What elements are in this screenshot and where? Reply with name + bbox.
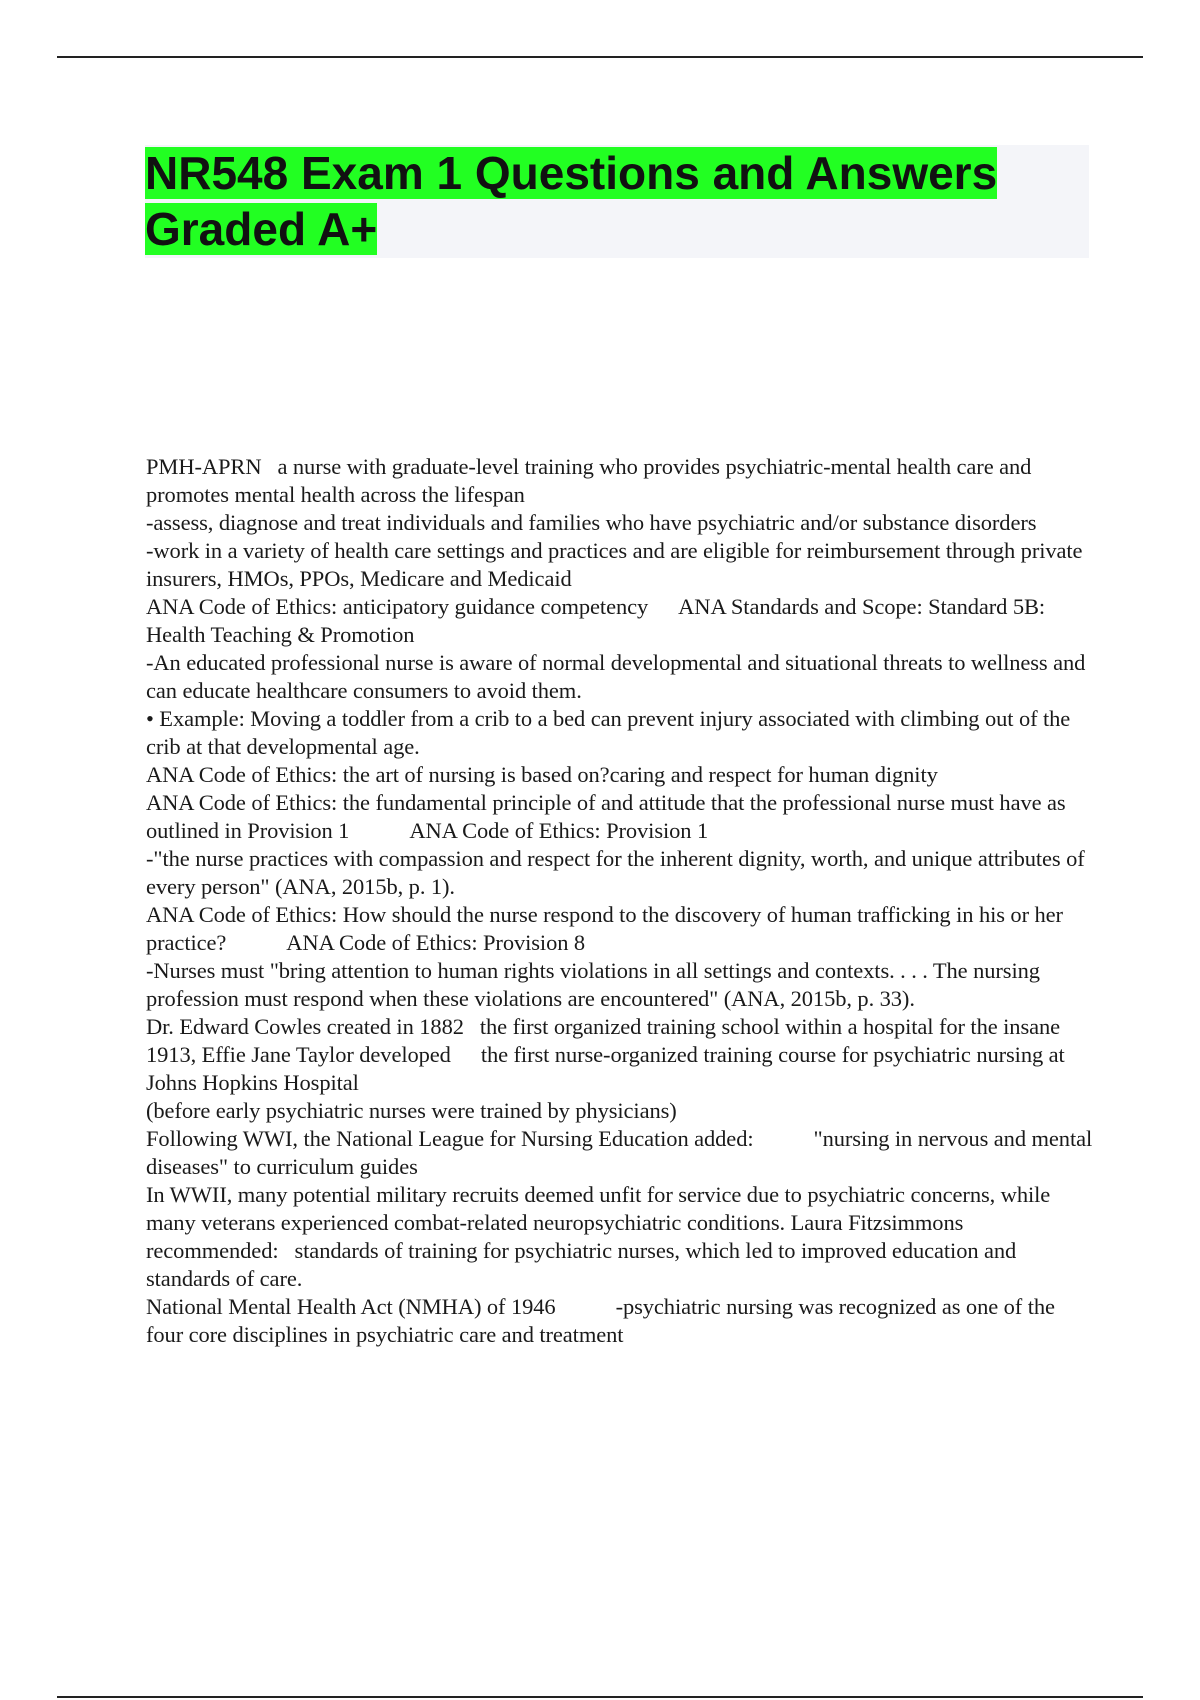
- entry-term: ANA Code of Ethics: How should the nurse respond to the discovery of human trafficking in his or her practice?: [146, 902, 1063, 955]
- entry-definition: ANA Code of Ethics: Provision 8: [286, 930, 586, 955]
- entry-line: -work in a variety of health care settings and practices and are eligible for reimbursement through private insurers, HMOs, PPOs, Medicare and Medicaid: [146, 538, 1083, 591]
- entry-line: -"the nurse practices with compassion and respect for the inherent dignity, worth, and unique attributes of every person" (ANA, 2015b, p. 1).: [146, 846, 1085, 899]
- entry-human-trafficking: [146, 901, 1096, 957]
- entry-provision-1: [146, 789, 1096, 845]
- entry-definition: -psychiatric nursing was recognized as one of the four core disciplines in psychiatric care and treatment: [146, 1294, 1055, 1347]
- entry-wwi: [146, 1125, 1096, 1181]
- entry-line: -Nurses must "bring attention to human rights violations in all settings and contexts. . . . The nursing profession must respond when these violations are encountered" (ANA, 2015b, p. 33).: [146, 958, 1040, 1011]
- entry-line: -assess, diagnose and treat individuals and families who have psychiatric and/or substance disorders: [146, 510, 1037, 535]
- entry-definition: ANA Standards and Scope: Standard 5B: Health Teaching & Promotion: [146, 594, 1046, 647]
- title-highlight: NR548 Exam 1 Questions and Answers Graded A+: [145, 147, 998, 255]
- entry-term: In WWII, many potential military recruits deemed unfit for service due to psychiatric concerns, while many veterans experienced combat-related neuropsychiatric conditions. Laura Fitzsimmons recommended:: [146, 1182, 1051, 1263]
- entry-wwii: [146, 1181, 1096, 1293]
- entry-definition: caring and respect for human dignity: [609, 762, 938, 787]
- document-body: [146, 453, 1096, 1349]
- entry-definition: the first nurse-organized training course for psychiatric nursing at Johns Hopkins Hospital: [146, 1042, 1065, 1095]
- document-title: [145, 145, 1089, 257]
- entry-term: PMH-APRN: [146, 454, 262, 479]
- entry-term: Following WWI, the National League for Nursing Education added:: [146, 1126, 754, 1151]
- entry-line: -An educated professional nurse is aware of normal developmental and situational threats to wellness and can educate healthcare consumers to avoid them.: [146, 650, 1086, 703]
- entry-effie-jane-taylor: [146, 1041, 1096, 1097]
- entry-term: ANA Code of Ethics: the art of nursing is based on?: [146, 762, 610, 787]
- entry-term: 1913, Effie Jane Taylor developed: [146, 1042, 451, 1067]
- entry-definition: a nurse with graduate-level training who provides psychiatric-mental health care and promotes mental health across the lifespan: [146, 454, 1032, 507]
- entry-pmh-aprn: [146, 453, 1096, 509]
- entry-line: • Example: Moving a toddler from a crib to a bed can prevent injury associated with climbing out of the crib at that developmental age.: [146, 706, 1071, 759]
- top-rule: [57, 56, 1143, 58]
- entry-edward-cowles: [146, 1013, 1096, 1041]
- entry-term: ANA Code of Ethics: anticipatory guidance competency: [146, 594, 649, 619]
- entry-definition: ANA Code of Ethics: Provision 1: [409, 818, 709, 843]
- entry-term: National Mental Health Act (NMHA) of 1946: [146, 1294, 556, 1319]
- entry-definition: standards of training for psychiatric nurses, which led to improved education and standards of care.: [146, 1238, 1017, 1291]
- entry-definition: "nursing in nervous and mental diseases" to curriculum guides: [146, 1126, 1093, 1179]
- entry-art-of-nursing: [146, 761, 1096, 789]
- entry-anticipatory-guidance: [146, 593, 1096, 649]
- entry-definition: the first organized training school within a hospital for the insane: [479, 1014, 1061, 1039]
- entry-nmha-1946: [146, 1293, 1096, 1349]
- bottom-rule: [57, 1696, 1143, 1698]
- title-block: [145, 145, 1089, 258]
- entry-term: ANA Code of Ethics: the fundamental principle of and attitude that the professional nurse must have as outlined in Provision 1: [146, 790, 1066, 843]
- entry-term: Dr. Edward Cowles created in 1882: [146, 1014, 464, 1039]
- entry-line: (before early psychiatric nurses were trained by physicians): [146, 1098, 677, 1123]
